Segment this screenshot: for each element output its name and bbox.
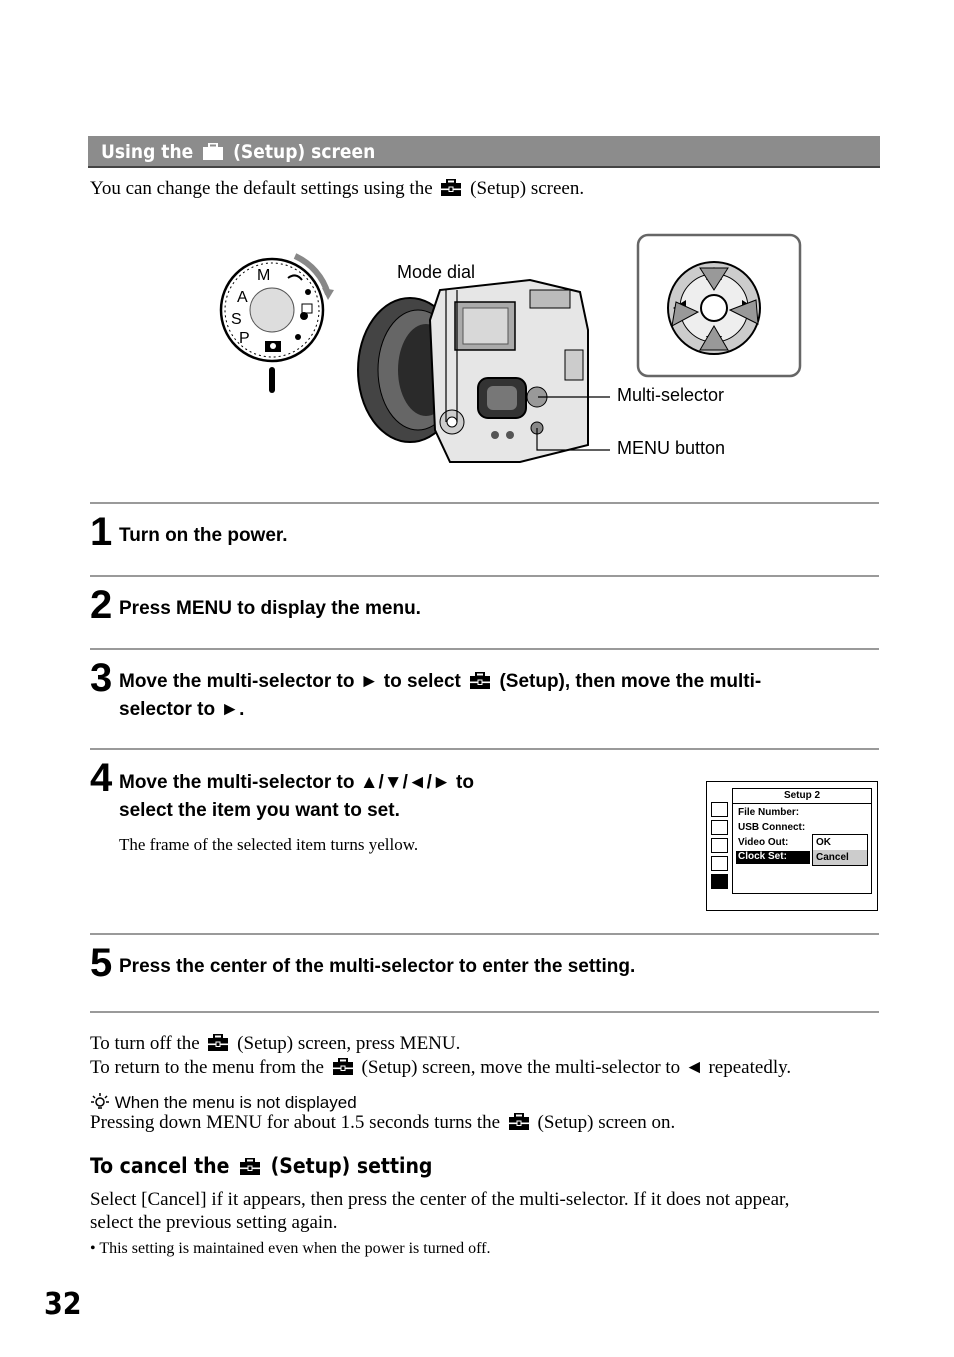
dial-letter-m: M <box>257 267 271 284</box>
mode-dial-label: Mode dial <box>397 262 476 282</box>
setup-tab-icon <box>711 856 728 871</box>
lcd-item: File Number: <box>738 807 800 818</box>
dial-letter-a: A <box>237 289 248 306</box>
lightbulb-hint-icon <box>90 1092 110 1112</box>
setup-toolbox-icon <box>202 143 224 161</box>
setup-toolbox-icon <box>207 1034 229 1052</box>
dial-letter-p: P <box>239 330 250 347</box>
step-text: Press the center of the multi-selector to enter the setting. <box>119 956 636 977</box>
lcd-panel <box>732 788 872 894</box>
camera-tab-icon <box>711 820 728 835</box>
dial-letter-s: S <box>231 311 242 328</box>
setup-toolbox-icon <box>469 672 491 690</box>
step-text: Move the multi-selector to ► to select (Setup), then move the multi- selector to ►. <box>119 671 762 720</box>
step-divider <box>90 502 879 504</box>
camera-figure <box>200 230 820 480</box>
intro-text: You can change the default settings using the (Setup) screen. <box>90 178 585 199</box>
camera-body-graphic <box>358 280 588 462</box>
lcd-item: USB Connect: <box>738 822 806 833</box>
hint-title: When the menu is not displayed <box>90 1092 357 1113</box>
setup-toolbox-icon <box>239 1158 261 1176</box>
lcd-tab-strip <box>711 802 728 890</box>
turn-off-text: To turn off the (Setup) screen, press MENU. <box>90 1033 461 1054</box>
lcd-item: Video Out: <box>738 837 789 848</box>
return-text: To return to the menu from the (Setup) screen, move the multi-selector to ◄ repeatedly. <box>90 1057 792 1078</box>
menu-button-label: MENU button <box>617 438 726 458</box>
section-header-pre: Using the <box>101 141 194 163</box>
lcd-option-highlighted: Cancel <box>813 850 867 865</box>
lcd-title: Setup 2 <box>733 789 871 804</box>
step-number: 2 <box>90 583 113 627</box>
setup-tab-icon-selected <box>711 874 728 889</box>
step-number: 5 <box>90 941 113 985</box>
step-text: Press MENU to display the menu. <box>119 598 421 619</box>
section-header-post: (Setup) screen <box>233 141 376 163</box>
lcd-options-box <box>812 834 868 866</box>
step-divider <box>90 648 879 650</box>
lcd-option: OK <box>816 837 831 848</box>
hint-text: Pressing down MENU for about 1.5 seconds turns the (Setup) screen on. <box>90 1112 676 1133</box>
memory-tab-icon <box>711 838 728 853</box>
cancel-bullet: • This setting is maintained even when the power is turned off. <box>90 1240 491 1257</box>
step-number: 4 <box>90 756 113 800</box>
step-divider <box>90 748 879 750</box>
step-divider <box>90 933 879 935</box>
camera-tab-icon <box>711 802 728 817</box>
step-divider <box>90 1011 879 1013</box>
multi-selector-label: Multi-selector <box>617 385 725 405</box>
step-note: The frame of the selected item turns yellow. <box>119 835 419 854</box>
section-header <box>88 136 880 168</box>
setup-toolbox-icon <box>440 179 462 197</box>
multi-selector-inset <box>638 235 800 376</box>
setup-toolbox-icon <box>508 1113 530 1131</box>
step-text: Move the multi-selector to ▲/▼/◄/► to select the item you want to set. <box>119 772 474 821</box>
cancel-heading: To cancel the (Setup) setting <box>90 1154 433 1178</box>
step-text: Turn on the power. <box>119 525 288 546</box>
mode-dial-graphic <box>221 256 334 393</box>
lcd-setup-screen <box>706 781 878 911</box>
cancel-body: Select [Cancel] if it appears, then press the center of the multi-selector. If it does not appear, select the previous setting again. <box>90 1189 790 1233</box>
step-number: 1 <box>90 510 113 554</box>
step-number: 3 <box>90 656 113 700</box>
page-number: 32 <box>44 1287 82 1322</box>
setup-toolbox-icon <box>332 1058 354 1076</box>
step-divider <box>90 575 879 577</box>
lcd-item-selected: Clock Set: <box>736 851 810 864</box>
